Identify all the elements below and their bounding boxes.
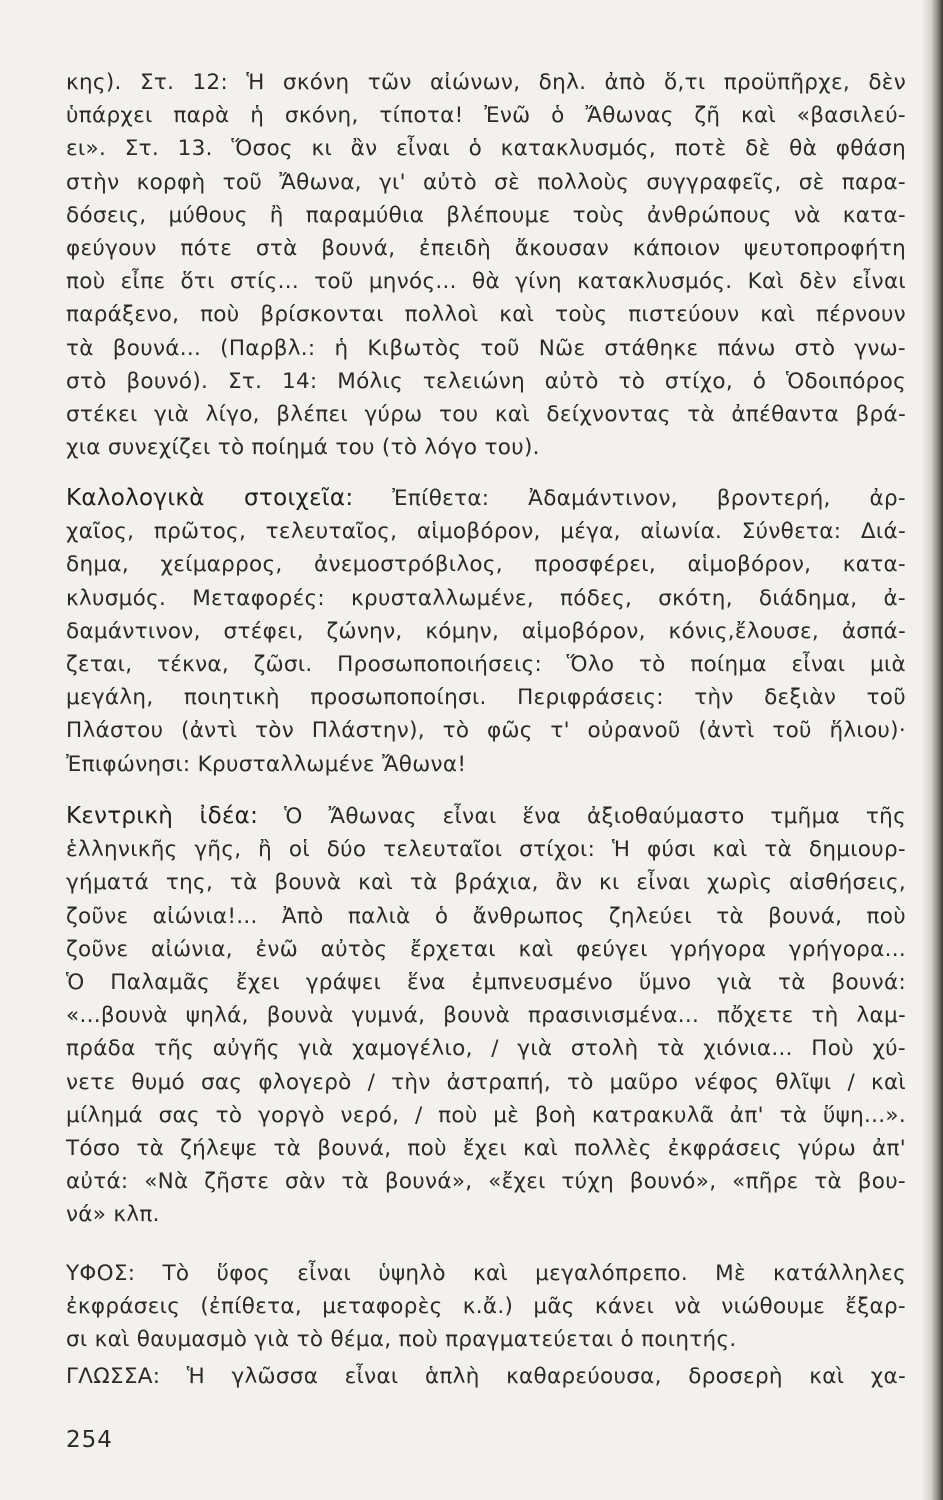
paragraph-style [66, 1257, 906, 1357]
paragraph-central-idea [66, 800, 906, 1232]
text-line: ἐκφράσεις (ἐπίθετα, μεταφορὲς κ.ἄ.) μᾶς κάνει νὰ νιώθουμε ἔξαρ- [66, 1294, 906, 1320]
text-line: στέκει γιὰ λίγο, βλέπει γύρω του καὶ δείχνοντας τὰ ἀπέθαντα βρά- [66, 402, 906, 428]
text-line: χαῖος, πρῶτος, τελευταῖος, αἱμοβόρον, μέγα, αἰωνία. Σύνθετα: Διά- [66, 519, 906, 545]
text-segment: Ἐπίθετα: Ἀδαμάντινον, βροντερή, ἀρ- [392, 486, 906, 511]
paragraph-language [66, 1360, 906, 1393]
text-line: «...βουνὰ ψηλά, βουνὰ γυμνά, βουνὰ πρασινισμένα... πὄχετε τὴ λαμ- [66, 1003, 906, 1029]
text-line: ζοῦνε αἰώνια!... Ἀπὸ παλιὰ ὁ ἄνθρωπος ζηλεύει τὰ βουνά, ποὺ [66, 903, 906, 929]
text-line: χια συνεχίζει τὸ ποίημά του (τὸ λόγο του). [66, 435, 540, 461]
paragraph-commentary-verses [66, 66, 906, 464]
text-line-with-heading [66, 800, 906, 833]
page-number: 254 [66, 1427, 113, 1453]
text-line: Ἐπιφώνησι: Κρυσταλλωμένε Ἄθωνα! [66, 751, 467, 777]
section-heading: Καλολογικὰ στοιχεῖα: [66, 485, 354, 511]
text-line: Ὁ Παλαμᾶς ἔχει γράψει ἕνα ἐμπνευσμένο ὕμνο γιὰ τὰ βουνά: [66, 970, 906, 996]
text-line: ζοῦνε αἰώνια, ἐνῶ αὐτὸς ἔρχεται καὶ φεύγει γρήγορα γρήγορα... [66, 936, 906, 962]
text-line-with-heading [66, 482, 906, 515]
text-line: δόσεις, μύθους ἢ παραμύθια βλέπουμε τοὺς ἀνθρώπους νὰ κατα- [66, 202, 906, 228]
text-line: νετε θυμό σας φλογερὸ / τὴν ἀστραπή, τὸ μαῦρο νέφος θλῖψι / καὶ [66, 1069, 906, 1095]
paragraph-text [66, 66, 906, 464]
paragraph-text [66, 1360, 906, 1393]
text-line: φεύγουν πότε στὰ βουνά, ἐπειδὴ ἄκουσαν κάποιον ψευτοπροφήτη [66, 236, 906, 262]
section-heading: Κεντρικὴ ἰδέα: [66, 803, 259, 829]
page-binding-edge [921, 0, 943, 1500]
text-line: ΓΛΩΣΣΑ: Ἡ γλῶσσα εἶναι ἁπλὴ καθαρεύουσα, δροσερὴ καὶ χα- [66, 1364, 906, 1389]
text-line: ἑλληνικῆς γῆς, ἢ οἱ δύο τελευταῖοι στίχοι: Ἡ φύσι καὶ τὰ δημιουρ- [66, 837, 906, 863]
text-line: γήματά της, τὰ βουνὰ καὶ τὰ βράχια, ἂν κι εἶναι χωρὶς αἰσθήσεις, [66, 870, 906, 896]
text-line: ει». Στ. 13. Ὅσος κι ἂν εἶναι ὁ κατακλυσμός, ποτὲ δὲ θὰ φθάση [66, 136, 906, 162]
text-line: πράδα τῆς αὐγῆς γιὰ χαμογέλιο, / γιὰ στολὴ τὰ χιόνια... Ποὺ χύ- [66, 1036, 906, 1062]
text-line: Πλάστου (ἀντὶ τὸν Πλάστην), τὸ φῶς τ' οὐρανοῦ (ἀντὶ τοῦ ἥλιου)· [66, 718, 906, 744]
text-line: νά» κλπ. [66, 1202, 160, 1228]
text-line: κης). Στ. 12: Ἡ σκόνη τῶν αἰώνων, δηλ. ἀπὸ ὅ,τι προϋπῆρχε, δὲν [66, 70, 906, 95]
text-line: Τόσο τὰ ζήλεψε τὰ βουνά, ποὺ ἔχει καὶ πολλὲς ἐκφράσεις γύρω ἀπ' [66, 1136, 906, 1162]
paragraph-stylistic-elements [66, 482, 906, 781]
text-line: στὴν κορφὴ τοῦ Ἄθωνα, γι' αὐτὸ σὲ πολλοὺς συγγραφεῖς, σὲ παρα- [66, 169, 906, 195]
paragraph-text [66, 482, 906, 781]
paragraph-text [66, 800, 906, 1232]
text-line: σι καὶ θαυμασμὸ γιὰ τὸ θέμα, ποὺ πραγματεύεται ὁ ποιητής. [66, 1327, 737, 1353]
text-line: κλυσμός. Μεταφορές: κρυσταλλωμένε, πόδες, σκότη, διάδημα, ἀ- [66, 585, 906, 611]
text-line: μεγάλη, ποιητικὴ προσωποποίησι. Περιφράσεις: τὴν δεξιὰν τοῦ [66, 685, 906, 711]
text-segment: Ὁ Ἄθωνας εἶναι ἕνα ἀξιοθαύμαστο τμῆμα τῆς [284, 804, 906, 829]
text-line: στὸ βουνό). Στ. 14: Μόλις τελειώνη αὐτὸ τὸ στίχο, ὁ Ὁδοιπόρος [66, 368, 906, 394]
text-line: ὑπάρχει παρὰ ἡ σκόνη, τίποτα! Ἐνῶ ὁ Ἄθωνας ζῆ καὶ «βασιλεύ- [66, 103, 906, 129]
text-line: παράξενο, ποὺ βρίσκονται πολλοὶ καὶ τοὺς πιστεύουν καὶ πέρνουν [66, 302, 906, 328]
text-line: ΥΦΟΣ: Τὸ ὕφος εἶναι ὑψηλὸ καὶ μεγαλόπρεπο. Μὲ κατάλληλες [66, 1261, 906, 1286]
text-line: ποὺ εἶπε ὅτι στίς... τοῦ μηνός... θὰ γίνη κατακλυσμός. Καὶ δὲν εἶναι [66, 269, 906, 295]
text-line: δημα, χείμαρρος, ἀνεμοστρόβιλος, προσφέρει, αἱμοβόρον, κατα- [66, 552, 906, 578]
paragraph-text [66, 1257, 906, 1357]
text-line: τὰ βουνά... (Παρβλ.: ἡ Κιβωτὸς τοῦ Νῶε στάθηκε πάνω στὸ γνω- [66, 335, 906, 361]
text-line: μίλημά σας τὸ γοργὸ νερό, / ποὺ μὲ βοὴ κατρακυλᾶ ἀπ' τὰ ὕψη...». [66, 1102, 906, 1128]
text-line: αὐτά: «Νὰ ζῆστε σὰν τὰ βουνά», «ἔχει τύχη βουνό», «πῆρε τὰ βου- [66, 1169, 906, 1195]
text-line: ζεται, τέκνα, ζῶσι. Προσωποποιήσεις: Ὅλο τὸ ποίημα εἶναι μιὰ [66, 652, 906, 678]
text-line: δαμάντινον, στέφει, ζώνην, κόμην, αἱμοβόρον, κόνις,ἔλουσε, ἀσπά- [66, 618, 906, 644]
